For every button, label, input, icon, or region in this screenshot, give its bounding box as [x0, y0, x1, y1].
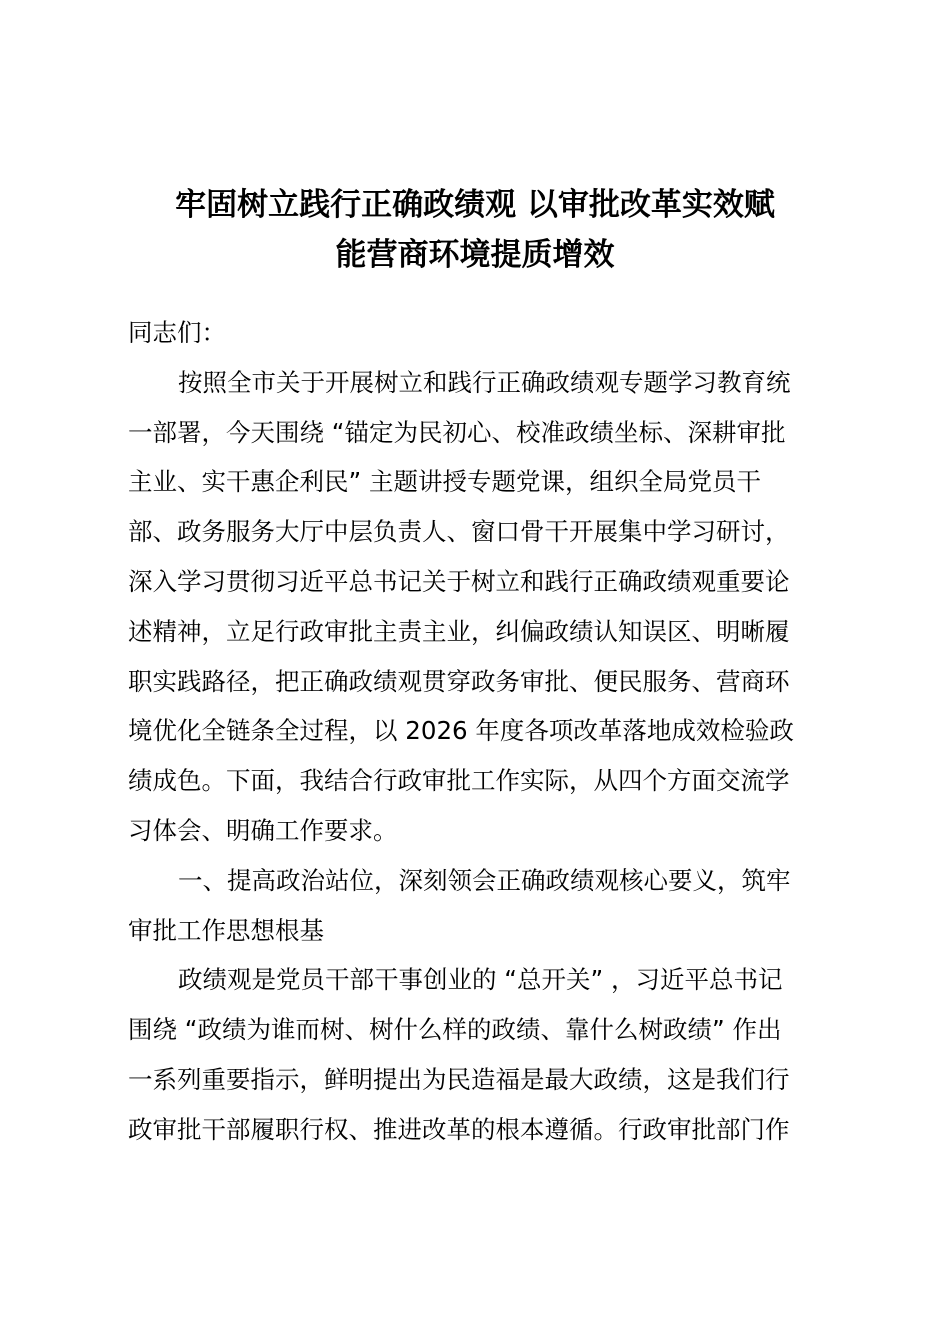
paragraph-line: 述精神，立足行政审批主责主业，纠偏政绩认知误区、明晰履: [128, 616, 790, 646]
paragraph-line: 围绕 “政绩为谁而树、树什么样的政绩、靠什么树政绩” 作出: [128, 1015, 782, 1045]
document-title: [110, 180, 840, 280]
paragraph-line: 部、政务服务大厅中层负责人、窗口骨干开展集中学习研讨，: [128, 517, 790, 547]
paragraph-line: 深入学习贯彻习近平总书记关于树立和践行正确政绩观重要论: [128, 566, 790, 596]
paragraph-line: 习体会、明确工作要求。: [128, 815, 398, 845]
paragraph-line: 绩成色。下面，我结合行政审批工作实际，从四个方面交流学: [128, 766, 790, 796]
paragraph-line: 一系列重要指示，鲜明提出为民造福是最大政绩，这是我们行: [128, 1064, 790, 1094]
paragraph-line: 一部署，今天围绕 “锚定为民初心、校准政绩坐标、深耕审批: [128, 417, 786, 447]
document-body: [128, 308, 834, 1155]
paragraph-line: 政审批干部履职行权、推进改革的根本遵循。行政审批部门作: [128, 1114, 790, 1144]
paragraph-line: 按照全市关于开展树立和践行正确政绩观专题学习教育统: [178, 367, 791, 397]
section-heading-line: 一、提高政治站位，深刻领会正确政绩观核心要义，筑牢: [178, 865, 791, 895]
title-line: 能营商环境提质增效: [335, 237, 615, 273]
paragraph-line: 政绩观是党员干部干事创业的 “总开关” ，习近平总书记: [178, 965, 783, 995]
title-line: 牢固树立践行正确政绩观 以审批改革实效赋: [175, 187, 775, 223]
paragraph-line: 主业、实干惠企利民” 主题讲授专题党课，组织全局党员干: [128, 467, 761, 497]
section-heading-line: 审批工作思想根基: [128, 915, 324, 945]
salutation: 同志们：: [128, 318, 226, 347]
paragraph-line: 境优化全链条全过程，以 2026 年度各项改革落地成效检验政: [128, 716, 794, 746]
paragraph-line: 职实践路径，把正确政绩观贯穿政务审批、便民服务、营商环: [128, 666, 790, 696]
